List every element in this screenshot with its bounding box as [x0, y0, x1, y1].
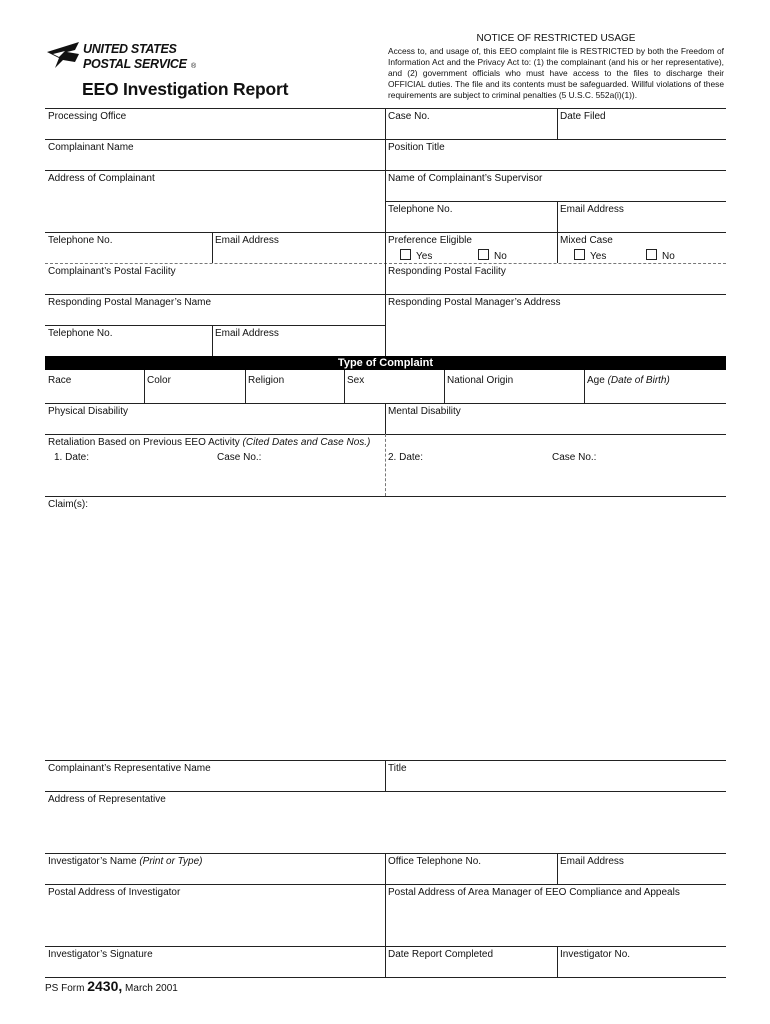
retaliation-date-2-field[interactable]: 2. Date:: [388, 452, 424, 463]
complainant-address-field[interactable]: Address of Complainant: [48, 173, 155, 184]
representative-title-field[interactable]: Title: [388, 763, 407, 774]
preference-eligible-label: Preference Eligible: [388, 235, 472, 246]
investigator-no-field[interactable]: Investigator No.: [560, 949, 631, 960]
supervisor-telephone-field[interactable]: Telephone No.: [388, 204, 453, 215]
page-title: EEO Investigation Report: [82, 79, 289, 99]
retaliation-label: Retaliation Based on Previous EEO Activity (Cited Dates and Case Nos.): [48, 437, 371, 448]
investigator-email-field[interactable]: Email Address: [560, 856, 624, 867]
complainant-name-field[interactable]: Complainant Name: [48, 142, 134, 153]
representative-name-field[interactable]: Complainant’s Representative Name: [48, 763, 211, 774]
checkbox-icon: [400, 249, 411, 260]
retaliation-date-1-field[interactable]: 1. Date:: [54, 452, 90, 463]
checkbox-icon: [574, 249, 585, 260]
responding-manager-name-field[interactable]: Responding Postal Manager’s Name: [48, 297, 212, 308]
mixed-case-yes-checkbox[interactable]: Yes: [574, 249, 606, 263]
color-field[interactable]: Color: [147, 375, 171, 386]
race-field[interactable]: Race: [48, 375, 72, 386]
notice-title: NOTICE OF RESTRICTED USAGE: [476, 33, 636, 44]
form-identifier: PS Form 2430, March 2001: [45, 978, 178, 994]
responding-manager-address-field[interactable]: Responding Postal Manager’s Address: [388, 297, 561, 308]
registered-mark: ®: [191, 63, 197, 70]
supervisor-name-field[interactable]: Name of Complainant’s Supervisor: [388, 173, 543, 184]
manager-email-field[interactable]: Email Address: [215, 328, 279, 339]
usps-logo: [45, 38, 205, 76]
religion-field[interactable]: Religion: [248, 375, 285, 386]
checkbox-icon: [478, 249, 489, 260]
mental-disability-field[interactable]: Mental Disability: [388, 406, 461, 417]
investigator-name-field[interactable]: Investigator’s Name (Print or Type): [48, 856, 203, 867]
complainant-facility-field[interactable]: Complainant’s Postal Facility: [48, 266, 176, 277]
case-no-field[interactable]: Case No.: [388, 111, 430, 122]
type-of-complaint-header: Type of Complaint: [337, 357, 434, 369]
complainant-telephone-field[interactable]: Telephone No.: [48, 235, 113, 246]
notice-body: Access to, and usage of, this EEO complaint file is RESTRICTED by both the Freedom of Information Act and the Privacy Act to: (1) the complainant (and his or her representative), and (2) government officials who must have access to the files to discharge their OFFICIAL duties. The file and its contents must be safeguarded. Willful violations of these requirements are subject to criminal penalties (5 U.S.C. 552a(i)(1)).: [388, 46, 724, 100]
preference-yes-checkbox[interactable]: Yes: [400, 249, 432, 263]
date-report-completed-field[interactable]: Date Report Completed: [388, 949, 494, 960]
processing-office-field[interactable]: Processing Office: [48, 111, 127, 122]
date-filed-field[interactable]: Date Filed: [560, 111, 606, 122]
investigator-postal-address-field[interactable]: Postal Address of Investigator: [48, 887, 181, 898]
manager-telephone-field[interactable]: Telephone No.: [48, 328, 113, 339]
sex-field[interactable]: Sex: [347, 375, 365, 386]
complainant-email-field[interactable]: Email Address: [215, 235, 279, 246]
retaliation-case-1-field[interactable]: Case No.:: [217, 452, 262, 463]
claims-field[interactable]: Claim(s):: [48, 499, 88, 510]
investigator-signature-field[interactable]: Investigator’s Signature: [48, 949, 153, 960]
retaliation-case-2-field[interactable]: Case No.:: [552, 452, 597, 463]
representative-address-field[interactable]: Address of Representative: [48, 794, 166, 805]
preference-no-checkbox[interactable]: No: [478, 249, 507, 263]
supervisor-email-field[interactable]: Email Address: [560, 204, 624, 215]
mixed-case-label: Mixed Case: [560, 235, 613, 246]
responding-facility-field[interactable]: Responding Postal Facility: [388, 266, 506, 277]
office-telephone-field[interactable]: Office Telephone No.: [388, 856, 482, 867]
national-origin-field[interactable]: National Origin: [447, 375, 514, 386]
logo-line2: POSTAL SERVICE: [83, 57, 187, 71]
mixed-case-no-checkbox[interactable]: No: [646, 249, 675, 263]
logo-line1: UNITED STATES: [83, 42, 177, 56]
age-field[interactable]: Age (Date of Birth): [587, 375, 670, 386]
position-title-field[interactable]: Position Title: [388, 142, 445, 153]
physical-disability-field[interactable]: Physical Disability: [48, 406, 129, 417]
area-manager-address-field[interactable]: Postal Address of Area Manager of EEO Compliance and Appeals: [388, 887, 680, 898]
checkbox-icon: [646, 249, 657, 260]
